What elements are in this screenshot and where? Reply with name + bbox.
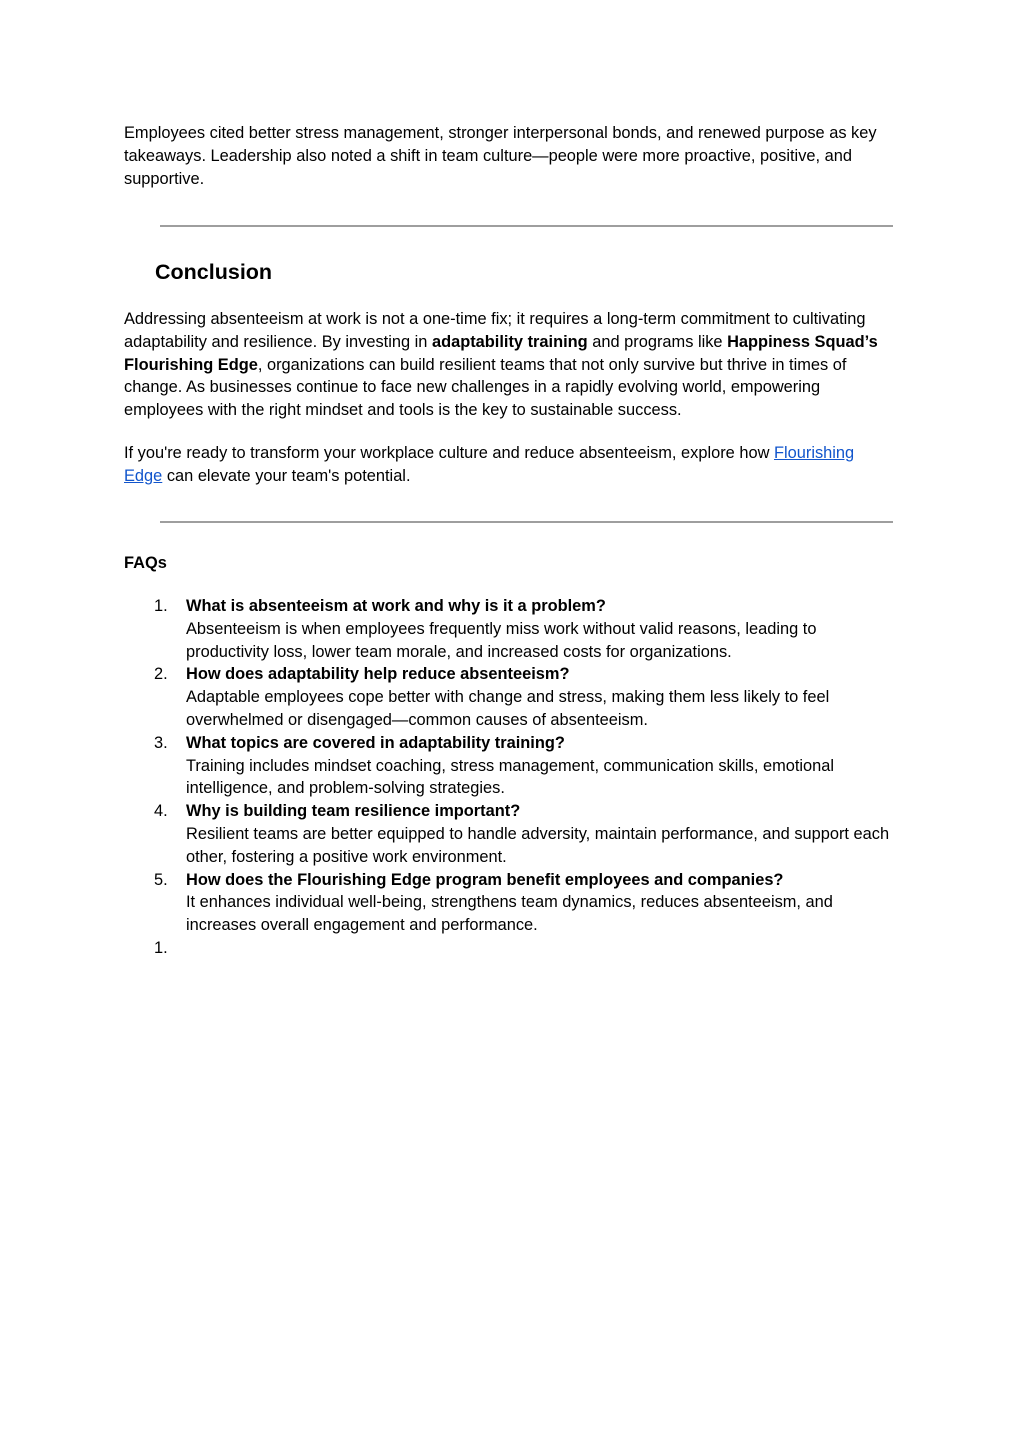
faq-number: 4. bbox=[154, 802, 168, 821]
faq-answer: Training includes mindset coaching, stress management, communication skills, emotional intelligence, and problem-solving strategies. bbox=[186, 756, 835, 798]
faq-question: Why is building team resilience important? bbox=[186, 802, 521, 821]
faq-answer: Adaptable employees cope better with change and stress, making them less likely to feel overwhelmed or disengaged—common causes of absenteeism. bbox=[186, 688, 830, 729]
faq-list bbox=[124, 595, 894, 960]
faq-question: How does adaptability help reduce absenteeism? bbox=[186, 665, 570, 684]
section-divider bbox=[160, 521, 893, 523]
faq-item bbox=[124, 800, 894, 868]
faq-item bbox=[124, 869, 894, 937]
faq-question: What topics are covered in adaptability training? bbox=[186, 733, 565, 752]
faq-item bbox=[124, 595, 894, 663]
conclusion-paragraph bbox=[124, 308, 894, 422]
flourishing-edge-link[interactable]: Flourishing Edge bbox=[124, 444, 855, 485]
conclusion-text: Addressing absenteeism at work is not a one-time fix; it requires a long-term commitment to cultivating adaptability and resilience. By investing in bbox=[124, 310, 866, 351]
faq-number: 1. bbox=[154, 938, 168, 957]
faq-answer: Absenteeism is when employees frequently miss work without valid reasons, leading to productivity loss, lower team morale, and increased costs for organizations. bbox=[186, 619, 817, 661]
faq-question: What is absenteeism at work and why is it a problem? bbox=[186, 597, 606, 615]
faq-number: 3. bbox=[154, 733, 168, 752]
faq-number: 1. bbox=[154, 597, 168, 615]
faq-answer: It enhances individual well-being, strengthens team dynamics, reduces absenteeism, and increases overall engagement and performance. bbox=[186, 893, 833, 935]
conclusion-text: , organizations can build resilient teams that not only survive but thrive in times of change. As businesses continue to face new challenges in a rapidly evolving world, empowering employees with the right mindset and tools is the key to sustainable success. bbox=[124, 355, 847, 420]
faq-item bbox=[124, 663, 894, 731]
cta-text: If you're ready to transform your workplace culture and reduce absenteeism, explore how bbox=[124, 444, 774, 462]
faq-number: 2. bbox=[154, 665, 168, 684]
cta-text: can elevate your team's potential. bbox=[162, 466, 411, 485]
faq-number: 5. bbox=[154, 870, 168, 889]
faqs-heading: FAQs bbox=[124, 554, 167, 572]
faq-empty-item bbox=[124, 937, 894, 960]
section-divider bbox=[160, 225, 893, 227]
bold-program-name: Happiness Squad’s Flourishing Edge bbox=[124, 332, 878, 374]
faq-answer: Resilient teams are better equipped to handle adversity, maintain performance, and support each other, fostering a positive work environment. bbox=[186, 824, 890, 866]
cta-paragraph bbox=[124, 442, 894, 488]
conclusion-heading: Conclusion bbox=[155, 260, 273, 284]
faq-item bbox=[124, 732, 894, 800]
intro-paragraph: Employees cited better stress management, stronger interpersonal bonds, and renewed purpose as key takeaways. Leadership also noted a shift in team culture—people were more proactive, positive, and supportive. bbox=[124, 124, 877, 188]
bold-adaptability-training: adaptability training bbox=[431, 332, 588, 351]
conclusion-text: and programs like bbox=[587, 332, 728, 351]
faq-question: How does the Flourishing Edge program benefit employees and companies? bbox=[186, 870, 784, 889]
